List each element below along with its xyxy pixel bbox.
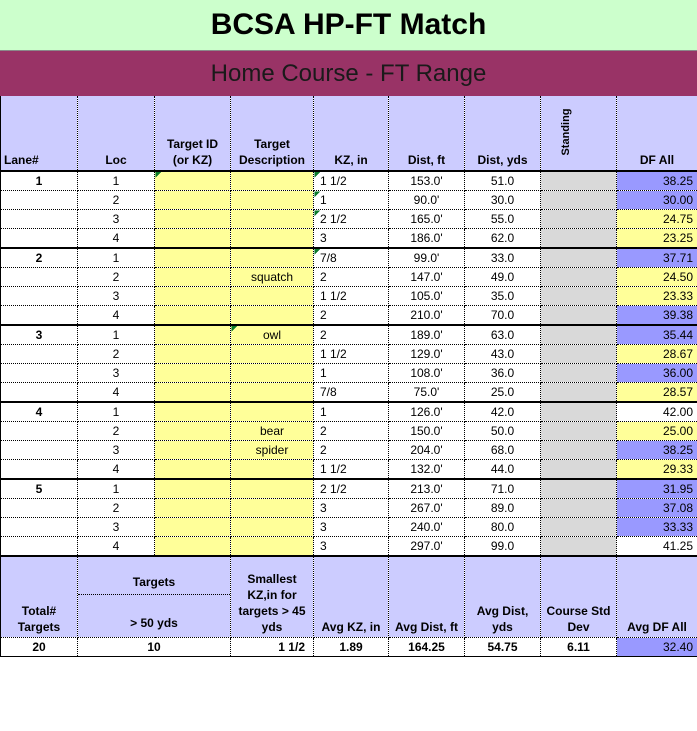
dist-ft-cell[interactable]: 129.0' (389, 345, 465, 364)
target-id-cell[interactable] (155, 171, 231, 191)
table-row (1, 268, 697, 287)
table-row (1, 287, 697, 306)
lane-cell[interactable] (1, 422, 78, 441)
target-id-cell[interactable] (155, 210, 231, 229)
standing-cell[interactable] (541, 210, 617, 229)
dist-yds-cell[interactable]: 44.0 (465, 460, 541, 480)
kz-cell[interactable]: 2 (314, 268, 389, 287)
df-all-cell[interactable]: 25.00 (617, 422, 697, 441)
table-row (1, 364, 697, 383)
target-description-cell[interactable] (231, 518, 314, 537)
standing-cell[interactable] (541, 191, 617, 210)
target-description-cell[interactable] (231, 306, 314, 326)
standing-cell[interactable] (541, 518, 617, 537)
table-row (1, 383, 697, 403)
standing-cell[interactable] (541, 287, 617, 306)
table-row (1, 171, 697, 191)
lane-cell[interactable] (1, 537, 78, 557)
standing-cell[interactable] (541, 402, 617, 422)
loc-cell[interactable]: 1 (78, 248, 155, 268)
dist-ft-cell[interactable]: 267.0' (389, 499, 465, 518)
target-description-cell[interactable] (231, 248, 314, 268)
table-row (1, 229, 697, 249)
header-loc[interactable]: Loc (78, 96, 155, 171)
target-description-cell[interactable] (231, 383, 314, 403)
lane-cell[interactable] (1, 441, 78, 460)
table-row (1, 479, 697, 499)
loc-cell[interactable]: 1 (78, 171, 155, 191)
dist-yds-cell[interactable]: 62.0 (465, 229, 541, 249)
header-lane[interactable]: Lane# (1, 96, 78, 171)
summary-header-avg-df[interactable]: Avg DF All (617, 556, 697, 638)
summary-over-50[interactable]: 10 (78, 638, 231, 657)
lane-cell[interactable] (1, 460, 78, 480)
dist-ft-cell[interactable]: 189.0' (389, 325, 465, 345)
lane-cell[interactable] (1, 210, 78, 229)
kz-cell[interactable]: 1 1/2 (314, 345, 389, 364)
target-id-cell[interactable] (155, 191, 231, 210)
summary-header-course-std[interactable]: Course Std Dev (541, 556, 617, 638)
table-row (1, 210, 697, 229)
df-all-cell[interactable]: 30.00 (617, 191, 697, 210)
standing-cell[interactable] (541, 345, 617, 364)
standing-label: Standing (560, 108, 572, 156)
dist-ft-cell[interactable]: 99.0' (389, 248, 465, 268)
dist-yds-cell[interactable]: 63.0 (465, 325, 541, 345)
lane-cell[interactable] (1, 229, 78, 249)
target-description-cell[interactable] (231, 364, 314, 383)
lane-cell[interactable] (1, 268, 78, 287)
target-id-cell[interactable] (155, 287, 231, 306)
kz-cell[interactable]: 7/8 (314, 383, 389, 403)
summary-smallest-kz[interactable]: 1 1/2 (231, 638, 314, 657)
loc-cell[interactable]: 1 (78, 402, 155, 422)
loc-cell[interactable]: 3 (78, 441, 155, 460)
dist-ft-cell[interactable]: 165.0' (389, 210, 465, 229)
dist-yds-cell[interactable]: 99.0 (465, 537, 541, 557)
kz-cell[interactable]: 2 (314, 441, 389, 460)
dist-ft-cell[interactable]: 105.0' (389, 287, 465, 306)
target-id-cell[interactable] (155, 537, 231, 557)
lane-cell[interactable] (1, 345, 78, 364)
df-all-cell[interactable]: 23.33 (617, 287, 697, 306)
standing-cell[interactable] (541, 248, 617, 268)
standing-cell[interactable] (541, 229, 617, 249)
summary-avg-df[interactable]: 32.40 (617, 638, 697, 657)
lane-cell[interactable] (1, 191, 78, 210)
dist-yds-cell[interactable]: 49.0 (465, 268, 541, 287)
df-all-cell[interactable]: 28.67 (617, 345, 697, 364)
dist-yds-cell[interactable]: 33.0 (465, 248, 541, 268)
kz-cell[interactable]: 3 (314, 537, 389, 557)
lane-cell[interactable] (1, 364, 78, 383)
target-id-cell[interactable] (155, 306, 231, 326)
summary-avg-dist-ft[interactable]: 164.25 (389, 638, 465, 657)
dist-ft-cell[interactable]: 240.0' (389, 518, 465, 537)
target-id-cell[interactable] (155, 499, 231, 518)
kz-cell[interactable]: 2 (314, 306, 389, 326)
dist-ft-cell[interactable]: 186.0' (389, 229, 465, 249)
lane-cell[interactable]: 5 (1, 479, 78, 499)
df-all-cell[interactable]: 38.25 (617, 441, 697, 460)
target-id-cell[interactable] (155, 479, 231, 499)
df-all-cell[interactable]: 36.00 (617, 364, 697, 383)
table-row (1, 325, 697, 345)
loc-cell[interactable]: 4 (78, 383, 155, 403)
lane-cell[interactable] (1, 499, 78, 518)
dist-yds-cell[interactable]: 80.0 (465, 518, 541, 537)
df-all-cell[interactable]: 37.08 (617, 499, 697, 518)
lane-cell[interactable]: 3 (1, 325, 78, 345)
target-id-cell[interactable] (155, 248, 231, 268)
target-description-cell[interactable]: bear (231, 422, 314, 441)
loc-cell[interactable]: 2 (78, 191, 155, 210)
kz-cell[interactable]: 1 1/2 (314, 171, 389, 191)
loc-cell[interactable]: 3 (78, 210, 155, 229)
dist-yds-cell[interactable]: 36.0 (465, 364, 541, 383)
summary-header-targets[interactable] (78, 556, 231, 638)
df-all-cell[interactable]: 28.57 (617, 383, 697, 403)
df-all-cell[interactable]: 31.95 (617, 479, 697, 499)
df-all-cell[interactable]: 37.71 (617, 248, 697, 268)
lane-cell[interactable] (1, 287, 78, 306)
summary-header-avg-dist-ft[interactable]: Avg Dist, ft (389, 556, 465, 638)
target-description-cell[interactable] (231, 460, 314, 480)
loc-cell[interactable]: 2 (78, 422, 155, 441)
kz-cell[interactable]: 1 (314, 191, 389, 210)
df-all-cell[interactable]: 38.25 (617, 171, 697, 191)
standing-cell[interactable] (541, 268, 617, 287)
standing-cell[interactable] (541, 537, 617, 557)
table-row (1, 402, 697, 422)
target-id-cell[interactable] (155, 229, 231, 249)
target-description-cell[interactable] (231, 229, 314, 249)
header-kz[interactable]: KZ, in (314, 96, 389, 171)
target-id-cell[interactable] (155, 383, 231, 403)
dist-ft-cell[interactable]: 90.0' (389, 191, 465, 210)
standing-cell[interactable] (541, 364, 617, 383)
target-description-cell[interactable] (231, 537, 314, 557)
table-row (1, 460, 697, 480)
loc-cell[interactable]: 3 (78, 287, 155, 306)
kz-cell[interactable]: 3 (314, 518, 389, 537)
target-description-cell[interactable]: owl (231, 325, 314, 345)
dist-ft-cell[interactable]: 213.0' (389, 479, 465, 499)
header-standing[interactable] (541, 96, 617, 171)
table-row (1, 441, 697, 460)
target-description-cell[interactable] (231, 345, 314, 364)
lane-cell[interactable]: 2 (1, 248, 78, 268)
target-id-cell[interactable] (155, 364, 231, 383)
summary-header-total-targets[interactable]: Total# Targets (1, 556, 78, 638)
target-id-cell[interactable] (155, 268, 231, 287)
dist-ft-cell[interactable]: 204.0' (389, 441, 465, 460)
dist-yds-cell[interactable]: 43.0 (465, 345, 541, 364)
standing-cell[interactable] (541, 171, 617, 191)
dist-yds-cell[interactable]: 50.0 (465, 422, 541, 441)
loc-cell[interactable]: 3 (78, 518, 155, 537)
table-row (1, 191, 697, 210)
kz-cell[interactable]: 1 (314, 402, 389, 422)
dist-ft-cell[interactable]: 297.0' (389, 537, 465, 557)
summary-header-row (1, 556, 697, 638)
dist-ft-cell[interactable]: 153.0' (389, 171, 465, 191)
standing-cell[interactable] (541, 422, 617, 441)
loc-cell[interactable]: 1 (78, 479, 155, 499)
summary-header-over-50: > 50 yds (130, 616, 178, 630)
df-all-cell[interactable]: 24.75 (617, 210, 697, 229)
dist-ft-cell[interactable]: 75.0' (389, 383, 465, 403)
sheet-title: BCSA HP-FT Match (0, 0, 697, 51)
kz-cell[interactable]: 1 1/2 (314, 287, 389, 306)
dist-ft-cell[interactable]: 132.0' (389, 460, 465, 480)
df-all-cell[interactable]: 33.33 (617, 518, 697, 537)
lane-cell[interactable]: 1 (1, 171, 78, 191)
header-target-description[interactable]: Target Description (231, 96, 314, 171)
table-row (1, 537, 697, 557)
loc-cell[interactable]: 2 (78, 499, 155, 518)
column-header-row (1, 96, 697, 171)
dist-ft-cell[interactable]: 126.0' (389, 402, 465, 422)
dist-ft-cell[interactable]: 210.0' (389, 306, 465, 326)
kz-cell[interactable]: 2 (314, 325, 389, 345)
table-row (1, 518, 697, 537)
summary-header-avg-dist-yds[interactable]: Avg Dist, yds (465, 556, 541, 638)
kz-cell[interactable]: 7/8 (314, 248, 389, 268)
kz-cell[interactable]: 1 (314, 364, 389, 383)
target-description-cell[interactable] (231, 499, 314, 518)
dist-yds-cell[interactable]: 89.0 (465, 499, 541, 518)
standing-cell[interactable] (541, 441, 617, 460)
target-id-cell[interactable] (155, 402, 231, 422)
summary-avg-dist-yds[interactable]: 54.75 (465, 638, 541, 657)
summary-header-smallest-kz[interactable]: Smallest KZ,in for targets > 45 yds (231, 556, 314, 638)
df-all-cell[interactable]: 29.33 (617, 460, 697, 480)
kz-cell[interactable]: 3 (314, 229, 389, 249)
df-all-cell[interactable]: 35.44 (617, 325, 697, 345)
dist-yds-cell[interactable]: 68.0 (465, 441, 541, 460)
df-all-cell[interactable]: 23.25 (617, 229, 697, 249)
loc-cell[interactable]: 4 (78, 229, 155, 249)
target-id-cell[interactable] (155, 325, 231, 345)
kz-cell[interactable]: 2 1/2 (314, 210, 389, 229)
header-dist-yds[interactable]: Dist, yds (465, 96, 541, 171)
kz-cell[interactable]: 1 1/2 (314, 460, 389, 480)
target-description-cell[interactable]: spider (231, 441, 314, 460)
table-row (1, 345, 697, 364)
target-id-cell[interactable] (155, 422, 231, 441)
table-row (1, 499, 697, 518)
dist-yds-cell[interactable]: 71.0 (465, 479, 541, 499)
targets-table (0, 96, 697, 657)
standing-cell[interactable] (541, 325, 617, 345)
summary-header-targets-label: Targets (78, 557, 230, 595)
target-id-cell[interactable] (155, 518, 231, 537)
df-all-cell[interactable]: 39.38 (617, 306, 697, 326)
target-description-cell[interactable] (231, 191, 314, 210)
df-all-cell[interactable]: 41.25 (617, 537, 697, 557)
sheet-subtitle: Home Course - FT Range (0, 51, 697, 96)
loc-cell[interactable]: 2 (78, 268, 155, 287)
target-id-cell[interactable] (155, 441, 231, 460)
dist-yds-cell[interactable]: 42.0 (465, 402, 541, 422)
summary-row (1, 638, 697, 657)
summary-total-targets[interactable]: 20 (1, 638, 78, 657)
standing-cell[interactable] (541, 499, 617, 518)
lane-cell[interactable] (1, 518, 78, 537)
kz-cell[interactable]: 2 1/2 (314, 479, 389, 499)
header-dist-ft[interactable]: Dist, ft (389, 96, 465, 171)
loc-cell[interactable]: 4 (78, 537, 155, 557)
dist-ft-cell[interactable]: 108.0' (389, 364, 465, 383)
loc-cell[interactable]: 2 (78, 345, 155, 364)
target-description-cell[interactable]: squatch (231, 268, 314, 287)
dist-yds-cell[interactable]: 51.0 (465, 171, 541, 191)
target-description-cell[interactable] (231, 171, 314, 191)
target-description-cell[interactable] (231, 402, 314, 422)
target-description-cell[interactable] (231, 210, 314, 229)
target-id-cell[interactable] (155, 345, 231, 364)
summary-avg-kz[interactable]: 1.89 (314, 638, 389, 657)
df-all-cell[interactable]: 42.00 (617, 402, 697, 422)
standing-cell[interactable] (541, 383, 617, 403)
dist-yds-cell[interactable]: 25.0 (465, 383, 541, 403)
standing-cell[interactable] (541, 479, 617, 499)
dist-ft-cell[interactable]: 150.0' (389, 422, 465, 441)
lane-cell[interactable] (1, 383, 78, 403)
target-description-cell[interactable] (231, 287, 314, 306)
header-df-all[interactable]: DF All (617, 96, 697, 171)
header-target-id[interactable]: Target ID (or KZ) (155, 96, 231, 171)
dist-yds-cell[interactable]: 30.0 (465, 191, 541, 210)
target-description-cell[interactable] (231, 479, 314, 499)
summary-course-std[interactable]: 6.11 (541, 638, 617, 657)
lane-cell[interactable]: 4 (1, 402, 78, 422)
dist-yds-cell[interactable]: 35.0 (465, 287, 541, 306)
lane-cell[interactable] (1, 306, 78, 326)
loc-cell[interactable]: 4 (78, 460, 155, 480)
df-all-cell[interactable]: 24.50 (617, 268, 697, 287)
table-row (1, 306, 697, 326)
target-id-cell[interactable] (155, 460, 231, 480)
table-row (1, 248, 697, 268)
dist-yds-cell[interactable]: 70.0 (465, 306, 541, 326)
dist-yds-cell[interactable]: 55.0 (465, 210, 541, 229)
kz-cell[interactable]: 2 (314, 422, 389, 441)
table-row (1, 422, 697, 441)
standing-cell[interactable] (541, 306, 617, 326)
loc-cell[interactable]: 3 (78, 364, 155, 383)
standing-cell[interactable] (541, 460, 617, 480)
dist-ft-cell[interactable]: 147.0' (389, 268, 465, 287)
kz-cell[interactable]: 3 (314, 499, 389, 518)
loc-cell[interactable]: 1 (78, 325, 155, 345)
summary-header-avg-kz[interactable]: Avg KZ, in (314, 556, 389, 638)
loc-cell[interactable]: 4 (78, 306, 155, 326)
